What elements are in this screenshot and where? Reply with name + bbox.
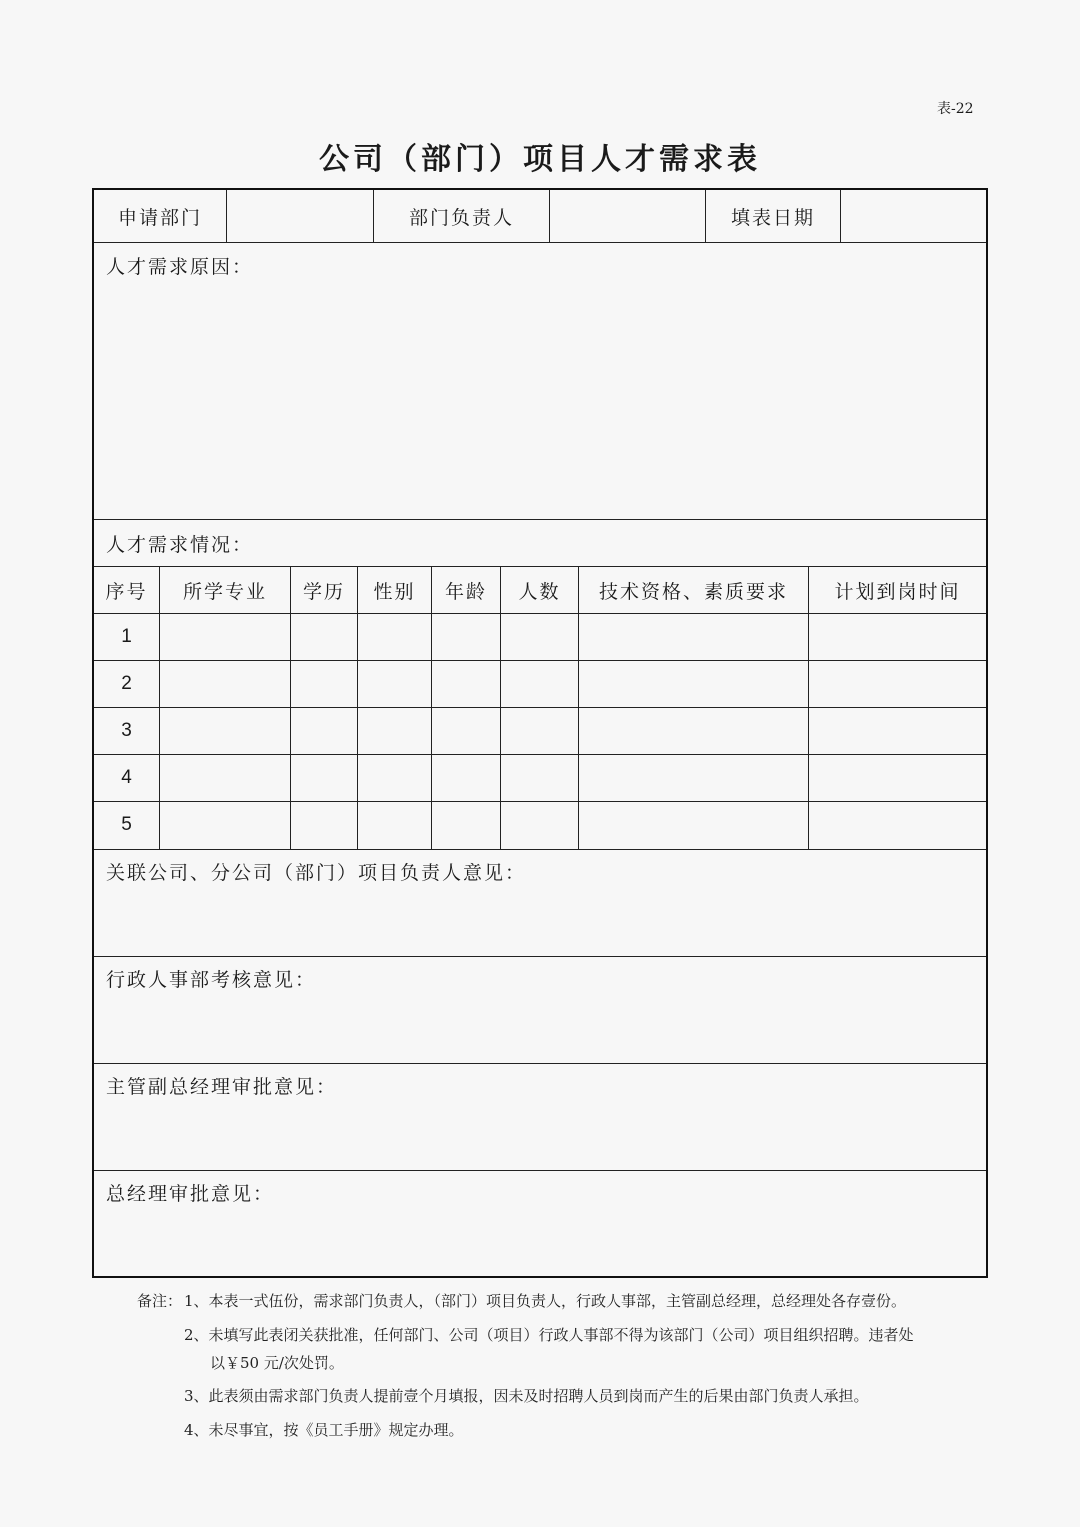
table-row-number: 4 — [121, 767, 132, 788]
col-header: 序号 — [105, 580, 148, 603]
table-row-number: 1 — [121, 626, 132, 647]
col-header: 人数 — [518, 580, 561, 603]
dept-head-field[interactable] — [550, 190, 705, 242]
col-header: 性别 — [373, 580, 416, 603]
requisition-form-table — [92, 188, 988, 1278]
note-2b: 以￥50 元/次处罚。 — [210, 1354, 344, 1372]
reason-label: 人才需求原因： — [106, 256, 254, 278]
col-header: 所学专业 — [182, 580, 267, 603]
page-title: 公司（部门）项目人才需求表 — [319, 142, 761, 177]
gm-opinion-label: 总经理审批意见： — [106, 1183, 275, 1205]
fill-date-field[interactable] — [841, 190, 986, 242]
table-row-number: 2 — [121, 673, 132, 694]
notes-prefix: 备注： — [137, 1292, 183, 1310]
note-4: 4、未尽事宜，按《员工手册》规定办理。 — [184, 1421, 464, 1439]
col-header: 技术资格、素质要求 — [598, 580, 788, 603]
form-number: 表-22 — [937, 101, 974, 117]
note-1: 1、本表一式伍份，需求部门负责人，（部门）项目负责人，行政人事部，主管副总经理，总经理处各存壹份。 — [184, 1292, 907, 1310]
table-row-number: 5 — [121, 814, 132, 835]
dept-head-label: 部门负责人 — [408, 206, 514, 229]
vp-opinion-label: 主管副总经理审批意见： — [106, 1076, 338, 1098]
note-2a: 2、未填写此表闭关获批准，任何部门、公司（项目）行政人事部不得为该部门（公司）项目组织招聘。违者处 — [184, 1326, 914, 1344]
demand-label: 人才需求情况： — [106, 534, 254, 556]
fill-date-label: 填表日期 — [730, 206, 815, 229]
col-header: 计划到岗时间 — [834, 580, 961, 603]
hr-opinion-label: 行政人事部考核意见： — [106, 969, 317, 991]
note-3: 3、此表须由需求部门负责人提前壹个月填报，因未及时招聘人员到岗而产生的后果由部门负责人承担。 — [184, 1387, 869, 1405]
table-row-number: 3 — [121, 720, 132, 741]
reason-field[interactable] — [94, 280, 986, 518]
apply-dept-field[interactable] — [227, 190, 373, 242]
col-header: 学历 — [302, 580, 345, 603]
apply-dept-label: 申请部门 — [117, 206, 202, 229]
affiliate-opinion-label: 关联公司、分公司（部门）项目负责人意见： — [106, 862, 527, 884]
col-header: 年龄 — [444, 580, 487, 603]
